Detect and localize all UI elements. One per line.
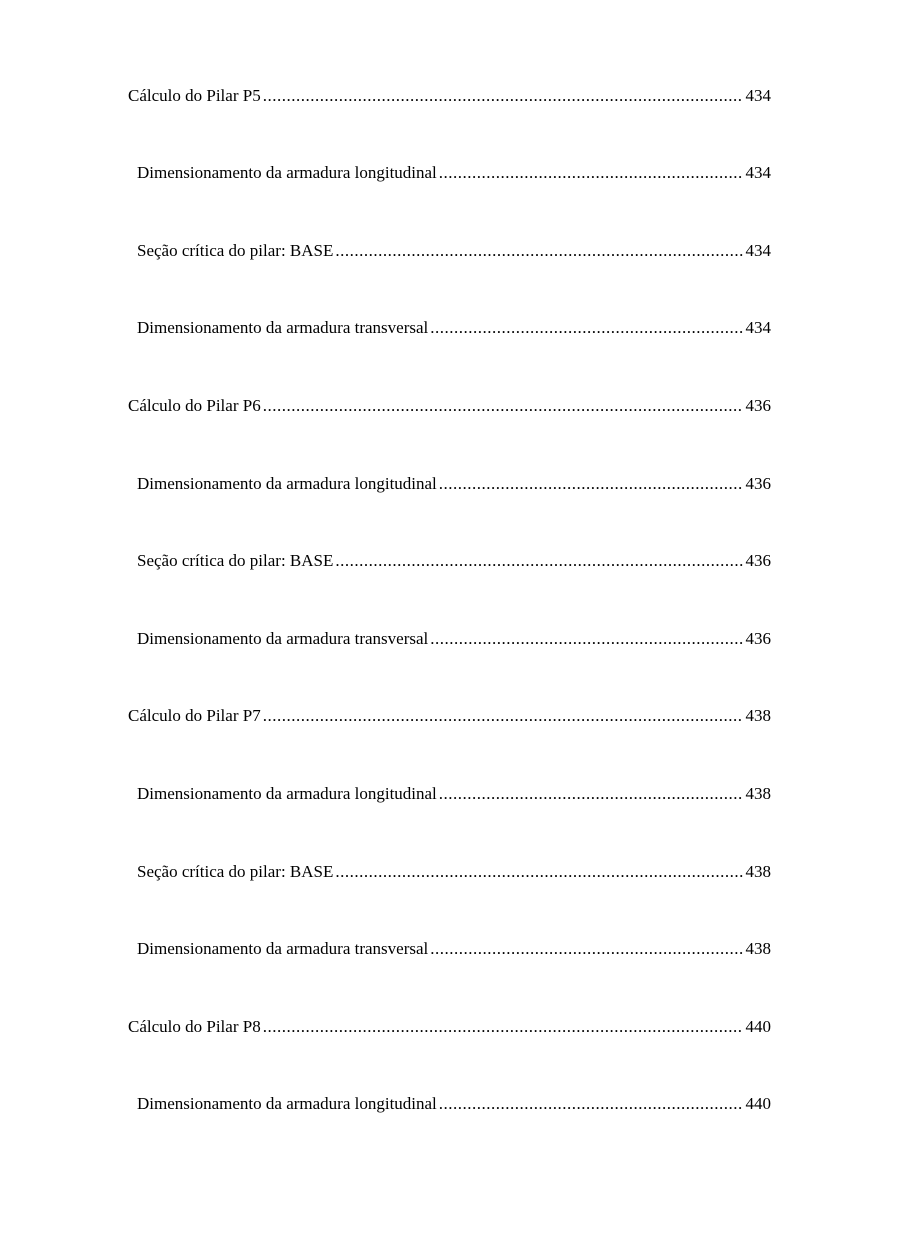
toc-entry[interactable]: [0, 394, 900, 418]
toc-entry-row: [137, 937, 771, 961]
toc-entry-label: Dimensionamento da armadura transversal: [137, 939, 429, 958]
toc-entry-page-number: 438: [745, 939, 771, 958]
dot-leader: [335, 239, 742, 263]
toc-entry-label: Cálculo do Pilar P6: [128, 396, 261, 415]
dot-leader: [439, 1092, 743, 1116]
toc-entry[interactable]: [0, 549, 900, 573]
toc-entry-page-number: 436: [745, 551, 771, 570]
toc-entry-page-number: 434: [745, 241, 771, 260]
toc-entry-row: [137, 782, 771, 806]
toc-entry-row: [137, 316, 771, 340]
toc-entry-row: [137, 1092, 771, 1116]
toc-entry-row: [128, 704, 771, 728]
toc-entry-page-number: 436: [745, 396, 771, 415]
toc-entry[interactable]: [0, 1092, 900, 1116]
toc-entry-page-number: 438: [745, 784, 771, 803]
toc-entry-page-number: 436: [745, 629, 771, 648]
dot-leader: [430, 627, 742, 651]
toc-entry-page-number: 440: [745, 1094, 771, 1113]
toc-entry[interactable]: [0, 1015, 900, 1039]
toc-entry-label: Seção crítica do pilar: BASE: [137, 241, 334, 260]
toc-entry-row: [137, 549, 771, 573]
toc-entry[interactable]: [0, 161, 900, 185]
toc-entry-page-number: 434: [745, 163, 771, 182]
dot-leader: [263, 84, 743, 108]
toc-entry-label: Dimensionamento da armadura longitudinal: [137, 163, 437, 182]
dot-leader: [335, 549, 742, 573]
toc-entry[interactable]: [0, 860, 900, 884]
dot-leader: [263, 1015, 743, 1039]
toc-entry-row: [137, 860, 771, 884]
toc-entry[interactable]: [0, 627, 900, 651]
toc-entry-page-number: 438: [745, 862, 771, 881]
toc-entry-label: Dimensionamento da armadura longitudinal: [137, 784, 437, 803]
toc-entry-label: Cálculo do Pilar P8: [128, 1017, 261, 1036]
dot-leader: [263, 394, 743, 418]
toc-entry-label: Dimensionamento da armadura longitudinal: [137, 474, 437, 493]
toc-entry-label: Dimensionamento da armadura transversal: [137, 318, 429, 337]
toc-entry-row: [137, 239, 771, 263]
toc-entry-row: [128, 1015, 771, 1039]
dot-leader: [430, 937, 742, 961]
dot-leader: [439, 161, 743, 185]
toc-entry[interactable]: [0, 239, 900, 263]
toc-entry-page-number: 436: [745, 474, 771, 493]
toc-entry-page-number: 434: [745, 318, 771, 337]
dot-leader: [430, 316, 742, 340]
toc-entry[interactable]: [0, 472, 900, 496]
toc-entry-label: Dimensionamento da armadura longitudinal: [137, 1094, 437, 1113]
toc-entry-row: [128, 84, 771, 108]
toc-entry[interactable]: [0, 316, 900, 340]
toc-entry-page-number: 438: [745, 706, 771, 725]
toc-entry-label: Cálculo do Pilar P5: [128, 86, 261, 105]
toc-entry[interactable]: [0, 782, 900, 806]
dot-leader: [439, 472, 743, 496]
toc-entry-label: Cálculo do Pilar P7: [128, 706, 261, 725]
dot-leader: [439, 782, 743, 806]
toc-entry-row: [137, 627, 771, 651]
toc-entry-page-number: 434: [745, 86, 771, 105]
toc-entry-row: [137, 472, 771, 496]
toc-entry-label: Seção crítica do pilar: BASE: [137, 862, 334, 881]
toc-entry-label: Dimensionamento da armadura transversal: [137, 629, 429, 648]
toc-entry-label: Seção crítica do pilar: BASE: [137, 551, 334, 570]
toc-entry-row: [137, 161, 771, 185]
toc-entry[interactable]: [0, 937, 900, 961]
toc-entry-page-number: 440: [745, 1017, 771, 1036]
toc-entry[interactable]: [0, 84, 900, 108]
dot-leader: [263, 704, 743, 728]
toc-entry[interactable]: [0, 704, 900, 728]
toc-entry-row: [128, 394, 771, 418]
dot-leader: [335, 860, 742, 884]
